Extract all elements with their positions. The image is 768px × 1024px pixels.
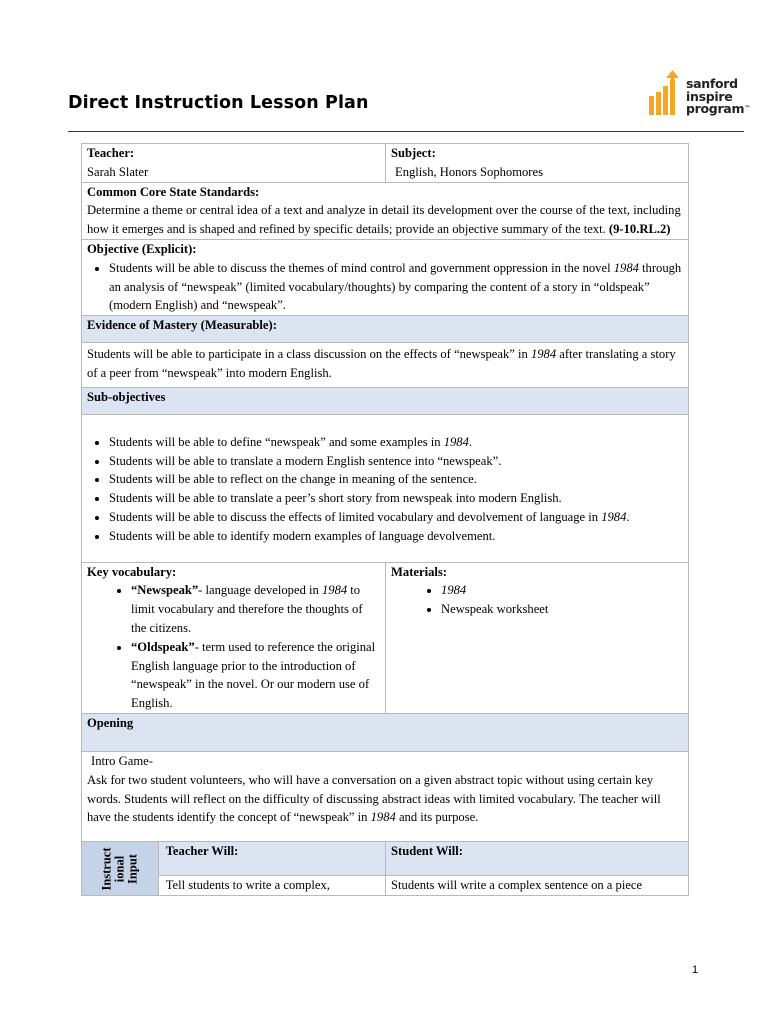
opening-intro: Intro Game- (91, 753, 153, 768)
standards-cell (82, 182, 689, 239)
subject-value: English, Honors Sophomores (395, 164, 543, 179)
student-will-label: Student Will: (391, 844, 463, 859)
teacher-cell (82, 144, 386, 183)
teacher-will-header-cell (158, 842, 385, 876)
evidence-cell (82, 343, 689, 388)
evidence-label: Evidence of Mastery (Measurable): (87, 318, 277, 333)
objective-item: • Students will be able to discuss the themes of mind control and government oppression in the novel 1984 through an analysis of “newspeak” (limited vocabulary/thoughts) by comparing the content of a story in “oldspeak” (modern English) and “newspeak”. (109, 259, 683, 315)
teacher-will-text: Tell students to write a complex, (165, 878, 330, 893)
subobjectives-header-cell (82, 387, 689, 414)
subobjective-item: • Students will be able to reflect on the change in meaning of the sentence. (109, 470, 683, 489)
objective-label: Objective (Explicit): (87, 241, 197, 256)
subobjectives-list (87, 433, 683, 546)
materials-list (391, 581, 683, 619)
instructional-input-label-cell (82, 842, 159, 896)
teacher-label: Teacher: (87, 146, 135, 160)
opening-text: Ask for two student volunteers, who will have a conversation on a given abstract topic without using certain key words. Students will reflect on the difficulty of discussing abstract ideas with limited vocabulary. The teacher will have the students identify the concept of “newspeak” in 1984 and its purpose. (87, 772, 661, 825)
vocab-materials-row (82, 562, 689, 713)
opening-header-row (82, 713, 689, 751)
evidence-text: Students will be able to participate in a class discussion on the effects of “newspeak” in 1984 after translating a story of a peer from “newspeak” into modern English. (87, 347, 676, 380)
opening-label: Opening (87, 715, 134, 730)
lesson-plan-table (81, 143, 689, 896)
standards-row (82, 182, 689, 239)
objective-cell (82, 239, 689, 315)
logo-wordmark: sanford inspire program™ (686, 76, 750, 116)
material-item: • Newspeak worksheet (441, 600, 683, 619)
vocabulary-label: Key vocabulary: (87, 564, 177, 579)
opening-cell (82, 751, 689, 841)
opening-row (82, 751, 689, 841)
evidence-header-cell (82, 316, 689, 343)
teacher-name: Sarah Slater (87, 164, 149, 179)
objective-row (82, 239, 689, 315)
subject-cell (386, 144, 689, 183)
instructional-content-row (82, 876, 689, 896)
subobjective-item: • Students will be able to translate a peer’s short story from newspeak into modern English. (109, 489, 683, 508)
material-item: • 1984 (441, 581, 683, 600)
instructional-header-row (82, 842, 689, 876)
vocabulary-item: • “Oldspeak”- term used to reference the original English language prior to the introduction of “newspeak” in the novel. Or our modern use of English. (131, 638, 380, 713)
materials-cell (386, 562, 689, 713)
subject-label: Subject: (391, 146, 436, 160)
vocabulary-cell (82, 562, 386, 713)
page-number: 1 (692, 964, 699, 976)
subobjectives-header-row (82, 387, 689, 414)
subobjectives-label: Sub-objectives (87, 389, 166, 404)
instructional-input-label: Instruct ional Input (99, 846, 140, 891)
student-will-header-cell (386, 842, 689, 876)
standards-code: (9-10.RL.2) (608, 222, 671, 237)
bar-chart-logo-icon (648, 70, 684, 116)
opening-header-cell (82, 713, 689, 751)
subobjective-item: • Students will be able to translate a modern English sentence into “newspeak”. (109, 452, 683, 471)
objective-list (87, 259, 683, 315)
teacher-will-label: Teacher Will: (165, 844, 239, 859)
materials-label: Materials: (391, 564, 447, 579)
evidence-header-row (82, 316, 689, 343)
subobjective-item: • Students will be able to identify modern examples of language devolvement. (109, 527, 683, 546)
standards-label: Common Core State Standards: (87, 184, 260, 199)
subobjectives-row (82, 414, 689, 562)
subobjectives-cell (82, 414, 689, 562)
vocabulary-list (87, 581, 380, 713)
standards-text: Determine a theme or central idea of a text and analyze in detail its development over the course of the text, including how it emerges and is shaped and refined by specific details; provide an objective summary of the text. (9-10.RL.2) (87, 203, 681, 237)
student-will-cell (386, 876, 689, 896)
teacher-will-cell (158, 876, 385, 896)
student-will-text: Students will write a complex sentence on a piece (391, 878, 643, 893)
teacher-subject-row (82, 144, 689, 183)
document-title: Direct Instruction Lesson Plan (68, 93, 369, 113)
header-divider (68, 131, 744, 132)
vocabulary-item: • “Newspeak”- language developed in 1984 to limit vocabulary and therefore the thoughts of the citizens. (131, 581, 380, 637)
subobjective-item: • Students will be able to define “newspeak” and some examples in 1984. (109, 433, 683, 452)
subobjective-item: • Students will be able to discuss the effects of limited vocabulary and devolvement of language in 1984. (109, 508, 683, 527)
sanford-inspire-logo (648, 70, 748, 120)
evidence-row (82, 343, 689, 388)
